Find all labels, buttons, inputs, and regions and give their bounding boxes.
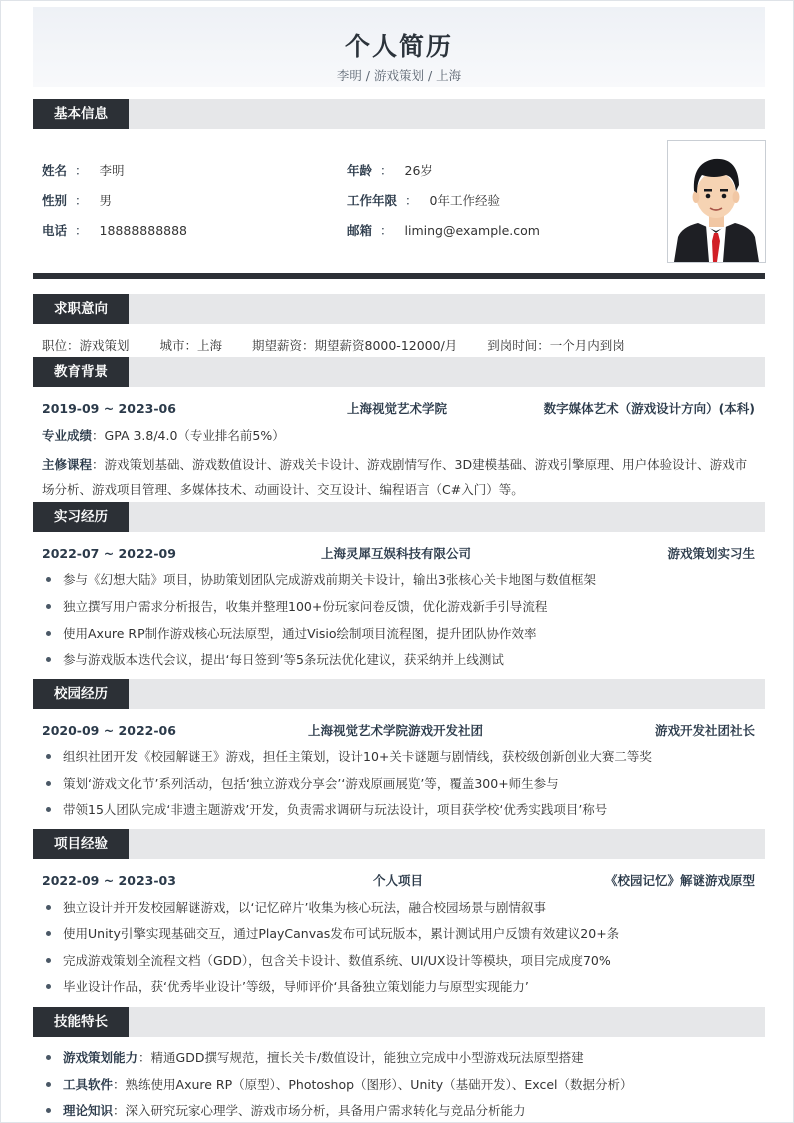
campus-role: 游戏开发社团社长 xyxy=(654,723,755,738)
section-title: 教育背景 xyxy=(33,357,129,387)
section-title: 项目经验 xyxy=(33,829,129,859)
intent-salary: 期望薪资：期望薪资8000-12000/月 xyxy=(252,338,458,353)
info-email xyxy=(347,221,540,241)
bullet-icon xyxy=(46,754,51,759)
list-item xyxy=(42,625,755,643)
colon: ： xyxy=(75,193,88,208)
list-item-text: 参与游戏版本迭代会议，提出‘每日签到’等5条玩法优化建议，获采纳并上线测试 xyxy=(63,652,504,667)
internship-role: 游戏策划实习生 xyxy=(667,546,755,561)
intent-start: 到岗时间：一个月内到岗 xyxy=(487,338,625,353)
list-item-text: 使用Unity引擎实现基础交互，通过PlayCanvas发布可试玩版本，累计测试用户反馈有效建议20+条 xyxy=(63,926,620,941)
skill-item xyxy=(42,1102,755,1120)
skill-label: 游戏策划能力 xyxy=(63,1050,139,1065)
section-header-basic xyxy=(33,99,765,129)
education-gpa xyxy=(42,427,755,445)
page-subtitle: 李明 / 游戏策划 / 上海 xyxy=(336,68,462,83)
page-title: 个人简历 xyxy=(344,32,453,61)
list-item xyxy=(42,801,755,819)
info-age xyxy=(347,161,433,181)
info-label: 性别 xyxy=(42,193,68,208)
campus-org: 上海视觉艺术学院游戏开发社团 xyxy=(308,723,484,738)
list-item xyxy=(42,978,755,996)
colon: ： xyxy=(380,223,393,238)
skill-item xyxy=(42,1049,755,1067)
education-row xyxy=(42,400,755,418)
list-item xyxy=(42,925,755,943)
internship-row xyxy=(42,545,755,563)
list-item-text: 带领15人团队完成‘非遗主题游戏’开发，负责需求调研与玩法设计，项目获学校‘优秀实践项目’称号 xyxy=(63,802,608,817)
intent-city: 城市：上海 xyxy=(159,338,223,353)
info-value: 李明 xyxy=(99,163,125,178)
campus-row xyxy=(42,722,755,740)
bullet-icon xyxy=(46,984,51,989)
skill-label: 理论知识 xyxy=(63,1103,114,1118)
avatar-portrait-icon xyxy=(668,141,765,262)
section-header-campus xyxy=(33,679,765,709)
info-name xyxy=(42,161,125,181)
internship-date: 2022-07 ~ 2022-09 xyxy=(42,546,176,561)
list-item xyxy=(42,571,755,589)
info-label: 邮箱 xyxy=(347,223,373,238)
info-label: 姓名 xyxy=(42,163,68,178)
info-gender xyxy=(42,191,112,211)
education-courses xyxy=(42,452,755,502)
bullet-icon xyxy=(46,931,51,936)
internship-company: 上海灵犀互娱科技有限公司 xyxy=(321,546,472,561)
bullet-icon xyxy=(46,958,51,963)
section-title: 技能特长 xyxy=(33,1007,129,1037)
gpa-value: ：GPA 3.8/4.0（专业排名前5%） xyxy=(92,428,285,443)
info-years xyxy=(347,191,500,211)
colon: ： xyxy=(75,223,88,238)
bullet-icon xyxy=(46,604,51,609)
project-name: 《校园记忆》解谜游戏原型 xyxy=(604,873,755,888)
list-item xyxy=(42,748,755,766)
education-school: 上海视觉艺术学院 xyxy=(347,401,448,416)
skill-label: 工具软件 xyxy=(63,1077,114,1092)
list-item xyxy=(42,952,755,970)
bullet-icon xyxy=(46,657,51,662)
info-value: 男 xyxy=(99,193,113,208)
list-item xyxy=(42,598,755,616)
info-phone xyxy=(42,221,187,241)
courses-label: 主修课程 xyxy=(42,457,93,472)
list-item xyxy=(42,651,755,669)
intent-position: 职位：游戏策划 xyxy=(42,338,130,353)
list-item xyxy=(42,899,755,917)
colon: ： xyxy=(405,193,418,208)
gpa-label: 专业成绩 xyxy=(42,428,93,443)
skill-text: ：深入研究玩家心理学、游戏市场分析，具备用户需求转化与竞品分析能力 xyxy=(113,1103,526,1118)
list-item-text: 毕业设计作品，获‘优秀毕业设计’等级，导师评价‘具备独立策划能力与原型实现能力’ xyxy=(63,979,529,994)
intent-row xyxy=(42,337,755,355)
courses-value: ：游戏策划基础、游戏数值设计、游戏关卡设计、游戏剧情写作、3D建模基础、游戏引擎原理、用户体验设计、游戏市场分析、游戏项目管理、多媒体技术、动画设计、交互设计、编程语言（C#入门）等。 xyxy=(42,457,748,497)
skill-item xyxy=(42,1076,755,1094)
bullet-icon xyxy=(46,905,51,910)
skill-text: ：精通GDD撰写规范，擅长关卡/数值设计，能独立完成中小型游戏玩法原型搭建 xyxy=(138,1050,584,1065)
list-item-text: 独立撰写用户需求分析报告，收集并整理100+份玩家问卷反馈，优化游戏新手引导流程 xyxy=(63,599,548,614)
bullet-icon xyxy=(46,577,51,582)
project-type: 个人项目 xyxy=(373,873,424,888)
section-title: 求职意向 xyxy=(33,294,129,324)
list-item-text: 使用Axure RP制作游戏核心玩法原型，通过Visio绘制项目流程图，提升团队协作效率 xyxy=(63,626,537,641)
list-item-text: 完成游戏策划全流程文档（GDD），包含关卡设计、数值系统、UI/UX设计等模块，项目完成度70% xyxy=(63,953,611,968)
info-label: 工作年限 xyxy=(347,193,398,208)
info-value: liming@example.com xyxy=(404,223,540,238)
bullet-icon xyxy=(46,1082,51,1087)
colon: ： xyxy=(75,163,88,178)
divider xyxy=(33,273,765,279)
section-title: 实习经历 xyxy=(33,502,129,532)
list-item-text: 策划‘游戏文化节’系列活动，包括‘独立游戏分享会’‘游戏原画展览’等，覆盖300+师生参与 xyxy=(63,776,559,791)
bullet-icon xyxy=(46,807,51,812)
list-item-text: 独立设计并开发校园解谜游戏，以‘记忆碎片’收集为核心玩法，融合校园场景与剧情叙事 xyxy=(63,900,546,915)
section-title: 基本信息 xyxy=(33,99,129,129)
resume-header xyxy=(33,7,765,87)
education-major: 数字媒体艺术（游戏设计方向）(本科) xyxy=(543,401,755,416)
info-label: 年龄 xyxy=(347,163,373,178)
project-date: 2022-09 ~ 2023-03 xyxy=(42,873,176,888)
info-label: 电话 xyxy=(42,223,68,238)
bullet-icon xyxy=(46,781,51,786)
colon: ： xyxy=(380,163,393,178)
skill-text: ：熟练使用Axure RP（原型）、Photoshop（图形）、Unity（基础开发）、Excel（数据分析） xyxy=(113,1077,633,1092)
section-title: 校园经历 xyxy=(33,679,129,709)
section-header-project xyxy=(33,829,765,859)
info-value: 26岁 xyxy=(404,163,433,178)
bullet-icon xyxy=(46,1108,51,1113)
project-row xyxy=(42,872,755,890)
section-header-education xyxy=(33,357,765,387)
bullet-icon xyxy=(46,1055,51,1060)
section-header-intent xyxy=(33,294,765,324)
education-date: 2019-09 ~ 2023-06 xyxy=(42,401,176,416)
info-value: 18888888888 xyxy=(99,223,188,238)
section-header-internship xyxy=(33,502,765,532)
info-value: 0年工作经验 xyxy=(429,193,500,208)
bullet-icon xyxy=(46,631,51,636)
section-header-skills xyxy=(33,1007,765,1037)
list-item xyxy=(42,775,755,793)
list-item-text: 组织社团开发《校园解谜王》游戏，担任主策划，设计10+关卡谜题与剧情线，获校级创新创业大赛二等奖 xyxy=(63,749,652,764)
profile-photo xyxy=(667,140,766,263)
list-item-text: 参与《幻想大陆》项目，协助策划团队完成游戏前期关卡设计，输出3张核心关卡地图与数值框架 xyxy=(63,572,596,587)
campus-date: 2020-09 ~ 2022-06 xyxy=(42,723,176,738)
